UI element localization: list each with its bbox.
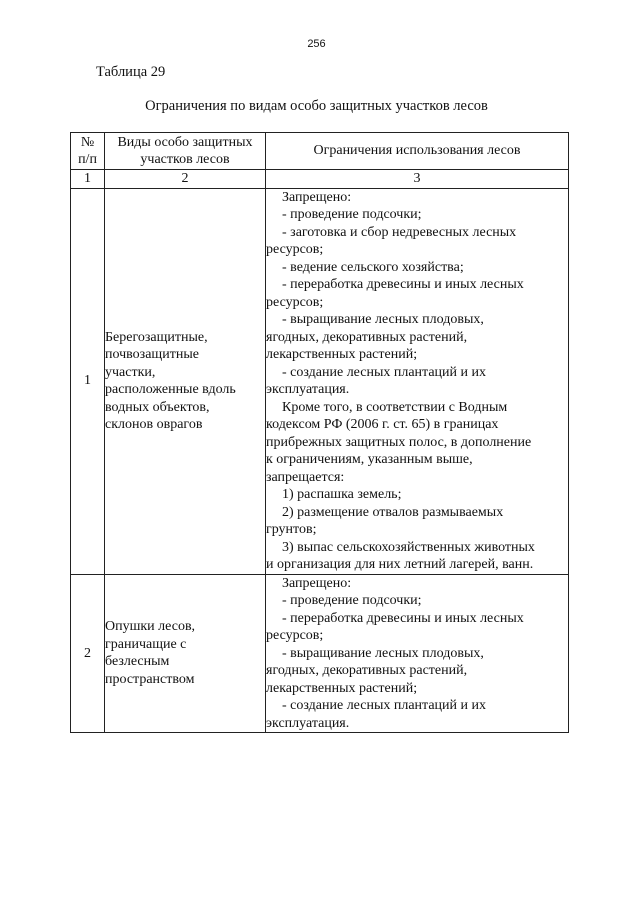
restriction-line: ягодных, декоративных растений, [266,329,468,345]
restriction-line: - создание лесных плантаций и их [282,364,486,380]
column-number-3: 3 [266,170,569,189]
area-type-line: Берегозащитные, [105,329,208,345]
area-type-line: расположенные вдоль [105,382,236,397]
column-number-2: 2 [105,170,266,189]
restriction-line: прибрежных защитных полос, в дополнение [266,434,532,450]
area-type-cell [105,188,266,574]
restriction-line: 1) распашка земель; [282,487,402,502]
restriction-line: - ведение сельского хозяйства; [282,259,464,275]
header-area-types-line2: участков лесов [140,152,230,167]
restriction-line: - создание лесных плантаций и их [282,698,486,713]
table-row [71,574,569,733]
restriction-line: к ограничениям, указанным выше, [266,452,473,467]
restriction-line: 2) размещение отвалов размываемых [282,504,504,520]
restriction-line: лекарственных растений; [266,680,418,696]
restriction-line: - выращивание лесных плодовых, [282,312,484,327]
restrictions-cell [266,574,569,733]
area-type-line: Опушки лесов, [105,619,196,635]
restriction-line: - переработка древесины и иных лесных [282,610,524,626]
row-number: 1 [71,188,105,574]
table-row [71,188,569,574]
area-type-line: безлесным [105,654,170,670]
header-number [71,133,105,170]
restrictions-table [70,132,569,733]
column-number-1: 1 [71,170,105,189]
header-area-types [105,133,266,170]
restriction-line: ресурсов; [266,628,324,643]
restriction-line: эксплуатация. [266,715,350,731]
area-type-line: склонов оврагов [105,417,203,432]
restriction-line: ресурсов; [266,242,324,257]
row-number: 2 [71,574,105,733]
page-number: 256 [307,38,326,50]
header-restrictions: Ограничения использования лесов [266,133,569,170]
restriction-line: Кроме того, в соответствии с Водным [282,399,508,415]
area-type-line: водных объектов, [105,399,210,415]
restriction-line: - выращивание лесных плодовых, [282,645,484,661]
restriction-line: 3) выпас сельскохозяйственных животных [282,539,535,555]
header-row [71,133,569,170]
restriction-line: ресурсов; [266,294,324,310]
area-type-line: пространством [105,671,195,687]
restrictions-cell [266,188,569,574]
restriction-line: запрещается: [266,469,345,485]
restriction-line: Запрещено: [282,575,352,591]
header-number-line1: № [80,134,95,150]
area-type-line: почвозащитные [105,347,199,362]
restriction-line: - проведение подсочки; [282,207,422,222]
restriction-line: лекарственных растений; [266,347,418,362]
table-label: Таблица 29 [96,64,166,80]
area-type-cell [105,574,266,733]
restriction-line: ягодных, декоративных растений, [266,663,468,678]
header-number-line2: п/п [78,152,97,167]
restriction-line: - переработка древесины и иных лесных [282,277,524,292]
restriction-line: грунтов; [266,522,317,537]
restriction-line: - заготовка и сбор недревесных лесных [282,224,517,240]
restriction-line: Запрещено: [282,189,352,205]
area-type-line: участки, [105,364,156,380]
restriction-line: - проведение подсочки; [282,593,422,608]
restriction-line: кодексом РФ (2006 г. ст. 65) в границах [266,417,499,432]
header-area-types-line1: Виды особо защитных [117,134,253,150]
area-type-line: граничащие с [105,636,187,652]
column-number-row [71,170,569,189]
restriction-line: и организация для них летний лагерей, ванн. [266,557,534,572]
restriction-line: эксплуатация. [266,382,350,397]
table-title: Ограничения по видам особо защитных участков лесов [145,98,488,114]
